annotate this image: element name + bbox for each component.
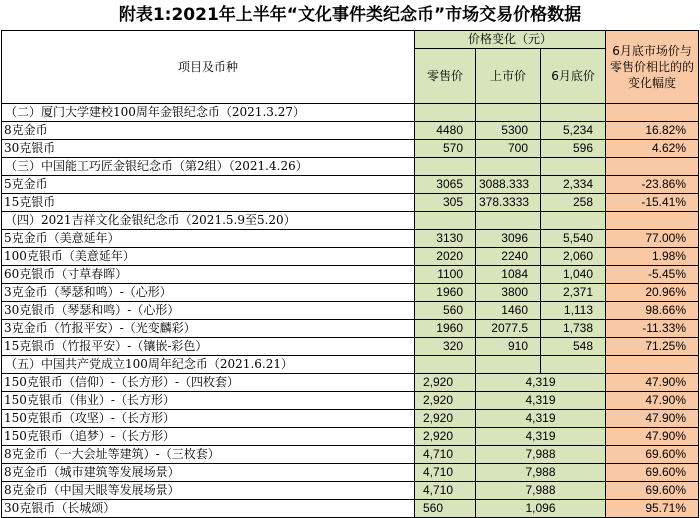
item-name: 100克银币（美意延年）: [2, 248, 415, 266]
change-pct: 47.90%: [606, 428, 699, 446]
empty-cell: [606, 212, 699, 230]
market-price: 4,319: [476, 410, 606, 428]
empty-cell: [541, 356, 606, 374]
empty-cell: [415, 212, 476, 230]
listing-price: 700: [476, 140, 541, 158]
retail-price: 2020: [415, 248, 476, 266]
item-name: 5克金币（美意延年）: [2, 230, 415, 248]
table-row: [2, 266, 699, 284]
item-name: 150克银币（攻坚）-（长方形）: [2, 410, 415, 428]
item-name: 8克金币（一大会址等建筑）-（三枚套）: [2, 446, 415, 464]
retail-price: 560: [415, 302, 476, 320]
item-name: 150克银币（追梦）-（长方形）: [2, 428, 415, 446]
item-name: 5克金币: [2, 176, 415, 194]
empty-cell: [606, 158, 699, 176]
table-row: [2, 176, 699, 194]
retail-price: 570: [415, 140, 476, 158]
item-name: 15克银币: [2, 194, 415, 212]
retail-price: 2,920: [415, 392, 476, 410]
item-name: 8克金币（中国天眼等发展场景）: [2, 482, 415, 500]
listing-price: 2240: [476, 248, 541, 266]
retail-price: 2,920: [415, 374, 476, 392]
market-price: 4,319: [476, 428, 606, 446]
item-column-header: 项目及币种: [2, 31, 415, 104]
item-name: 15克银币（竹报平安）-（镶嵌-彩色）: [2, 338, 415, 356]
change-pct: -23.86%: [606, 176, 699, 194]
section-row: [2, 212, 699, 230]
market-price: 1,096: [476, 500, 606, 518]
item-name: 8克金币（城市建筑等发展场景）: [2, 464, 415, 482]
section-title: （二）厦门大学建校100周年金银纪念币（2021.3.27）: [2, 104, 415, 122]
june-end-price: 1,113: [541, 302, 606, 320]
retail-price-header: 零售价: [415, 49, 476, 104]
market-price: 7,988: [476, 464, 606, 482]
item-name: 30克银币（琴瑟和鸣）-（心形）: [2, 302, 415, 320]
table-row: [2, 320, 699, 338]
retail-price: 2,920: [415, 410, 476, 428]
june-end-price: 5,234: [541, 122, 606, 140]
retail-price: 1100: [415, 266, 476, 284]
empty-cell: [541, 158, 606, 176]
change-pct: 47.90%: [606, 410, 699, 428]
empty-cell: [606, 356, 699, 374]
section-row: [2, 104, 699, 122]
june-end-price: 548: [541, 338, 606, 356]
listing-price: 378.3333: [476, 194, 541, 212]
retail-price: 4480: [415, 122, 476, 140]
table-row: [2, 464, 699, 482]
header-row-1: [2, 31, 699, 49]
market-price: 7,988: [476, 446, 606, 464]
section-title: （四）2021吉祥文化金银纪念币（2021.5.9至5.20）: [2, 212, 415, 230]
table-row: [2, 230, 699, 248]
retail-price: 1960: [415, 284, 476, 302]
change-pct-header: 6月底市场价与零售价相比的的变化幅度: [606, 31, 699, 104]
june-end-price: 2,334: [541, 176, 606, 194]
change-pct: 4.62%: [606, 140, 699, 158]
june-end-price: 1,738: [541, 320, 606, 338]
table-row: [2, 140, 699, 158]
empty-cell: [606, 104, 699, 122]
change-pct: 71.25%: [606, 338, 699, 356]
table-row: [2, 446, 699, 464]
listing-price: 3088.333: [476, 176, 541, 194]
item-name: 3克金币（琴瑟和鸣）-（心形）: [2, 284, 415, 302]
empty-cell: [476, 158, 541, 176]
section-row: [2, 356, 699, 374]
table-row: [2, 374, 699, 392]
empty-cell: [476, 356, 541, 374]
table-row: [2, 194, 699, 212]
listing-price-header: 上市价: [476, 49, 541, 104]
market-price: 7,988: [476, 482, 606, 500]
change-pct: 69.60%: [606, 464, 699, 482]
empty-cell: [541, 212, 606, 230]
section-title: （五）中国共产党成立100周年纪念币（2021.6.21）: [2, 356, 415, 374]
listing-price: 910: [476, 338, 541, 356]
market-price: 4,319: [476, 374, 606, 392]
change-pct: 1.98%: [606, 248, 699, 266]
item-name: 8克金币: [2, 122, 415, 140]
table-row: [2, 302, 699, 320]
table-row: [2, 284, 699, 302]
retail-price: 4,710: [415, 464, 476, 482]
retail-price: 3065: [415, 176, 476, 194]
table-row: [2, 338, 699, 356]
price-table: [1, 30, 699, 518]
change-pct: 47.90%: [606, 374, 699, 392]
june-end-price: 1,040: [541, 266, 606, 284]
item-name: 150克银币（伟业）-（长方形）: [2, 392, 415, 410]
change-pct: -11.33%: [606, 320, 699, 338]
retail-price: 2,920: [415, 428, 476, 446]
change-pct: 77.00%: [606, 230, 699, 248]
table-row: [2, 500, 699, 518]
empty-cell: [541, 104, 606, 122]
retail-price: 305: [415, 194, 476, 212]
item-name: 3克金币（竹报平安）-（光变麟彩）: [2, 320, 415, 338]
change-pct: 69.60%: [606, 482, 699, 500]
price-change-header: 价格变化（元）: [415, 31, 606, 49]
listing-price: 3096: [476, 230, 541, 248]
empty-cell: [476, 212, 541, 230]
change-pct: -5.45%: [606, 266, 699, 284]
item-name: 60克银币（寸草春晖）: [2, 266, 415, 284]
empty-cell: [476, 104, 541, 122]
table-row: [2, 392, 699, 410]
table-row: [2, 248, 699, 266]
table-row: [2, 482, 699, 500]
retail-price: 320: [415, 338, 476, 356]
listing-price: 3800: [476, 284, 541, 302]
change-pct: 95.71%: [606, 500, 699, 518]
table-row: [2, 428, 699, 446]
table-row: [2, 122, 699, 140]
change-pct: 16.82%: [606, 122, 699, 140]
june-end-price-header: 6月底价: [541, 49, 606, 104]
market-price: 4,319: [476, 392, 606, 410]
item-name: 30克银币: [2, 140, 415, 158]
june-end-price: 596: [541, 140, 606, 158]
empty-cell: [415, 356, 476, 374]
item-name: 150克银币（信仰）-（长方形）-（四枚套）: [2, 374, 415, 392]
june-end-price: 5,540: [541, 230, 606, 248]
listing-price: 1460: [476, 302, 541, 320]
section-title: （三）中国能工巧匠金银纪念币（第2组）（2021.4.26）: [2, 158, 415, 176]
retail-price: 4,710: [415, 482, 476, 500]
june-end-price: 2,060: [541, 248, 606, 266]
retail-price: 560: [415, 500, 476, 518]
june-end-price: 2,371: [541, 284, 606, 302]
listing-price: 1084: [476, 266, 541, 284]
listing-price: 5300: [476, 122, 541, 140]
retail-price: 3130: [415, 230, 476, 248]
empty-cell: [415, 104, 476, 122]
section-row: [2, 158, 699, 176]
listing-price: 2077.5: [476, 320, 541, 338]
change-pct: 98.66%: [606, 302, 699, 320]
change-pct: 47.90%: [606, 392, 699, 410]
change-pct: 20.96%: [606, 284, 699, 302]
table-row: [2, 410, 699, 428]
june-end-price: 258: [541, 194, 606, 212]
change-pct: 69.60%: [606, 446, 699, 464]
retail-price: 4,710: [415, 446, 476, 464]
retail-price: 1960: [415, 320, 476, 338]
empty-cell: [415, 158, 476, 176]
page-title: 附表1:2021年上半年“文化事件类纪念币”市场交易价格数据: [118, 5, 582, 25]
item-name: 30克银币（长城颂）: [2, 500, 415, 518]
change-pct: -15.41%: [606, 194, 699, 212]
